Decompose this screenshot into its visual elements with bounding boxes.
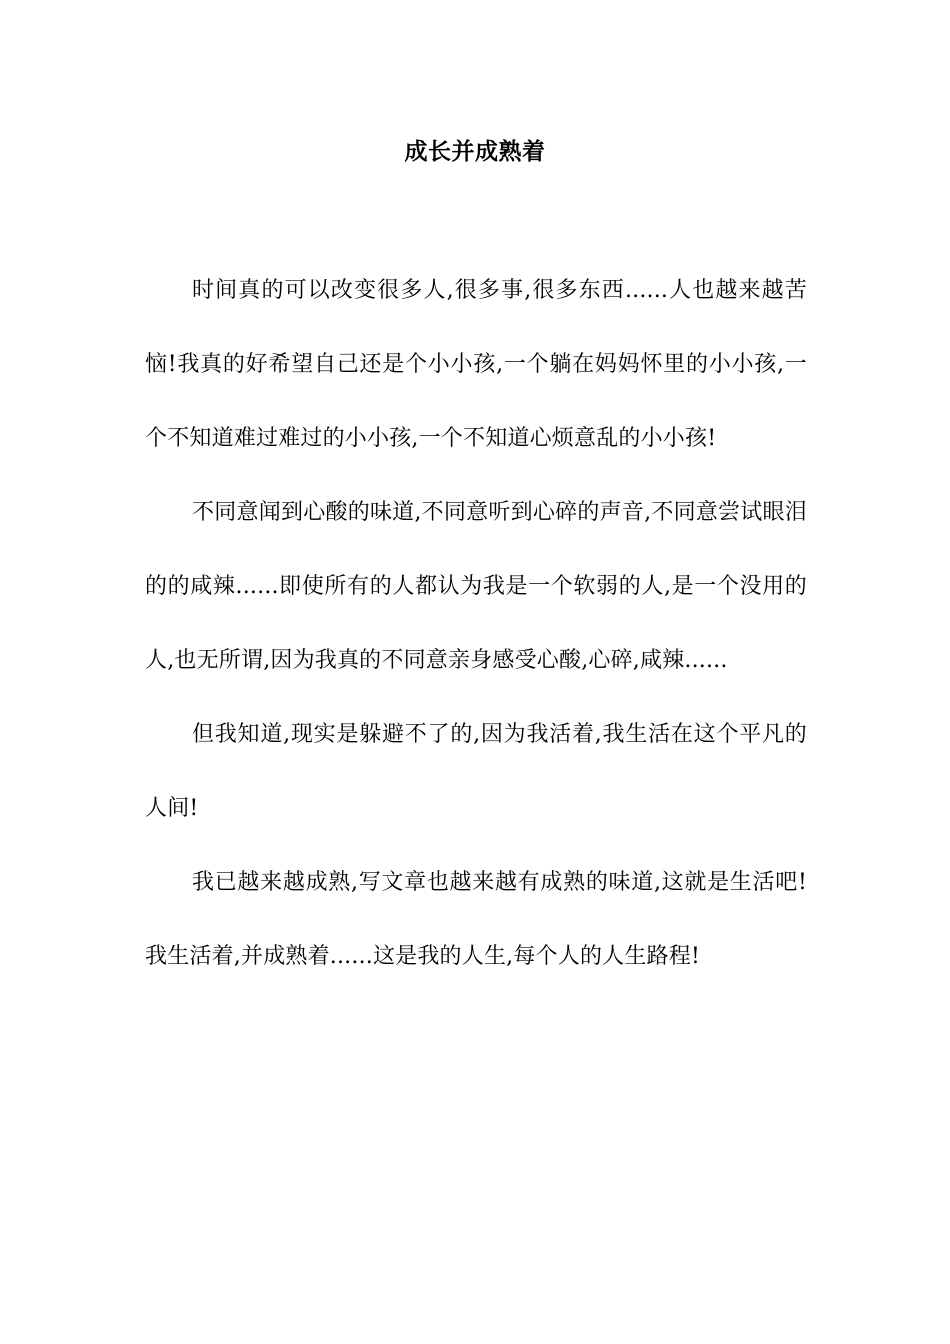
paragraph-2: 不同意闻到心酸的味道,不同意听到心碎的声音,不同意尝试眼泪的的咸辣......即使所有的人都认为我是一个软弱的人,是一个没用的人,也无所谓,因为我真的不同意亲身感受心酸,心碎,咸辣...... (145, 500, 807, 673)
paragraph-1: 时间真的可以改变很多人,很多事,很多东西......人也越来越苦恼!我真的好希望自己还是个小小孩,一个躺在妈妈怀里的小小孩,一个不知道难过难过的小小孩,一个不知道心烦意乱的小小孩! (145, 278, 807, 451)
document-title: 成长并成熟着 (404, 139, 546, 165)
paragraph-4: 我已越来越成熟,写文章也越来越有成熟的味道,这就是生活吧!我生活着,并成熟着......这是我的人生,每个人的人生路程! (145, 870, 807, 969)
document-body (145, 254, 807, 994)
paragraph-3: 但我知道,现实是躲避不了的,因为我活着,我生活在这个平凡的人间! (145, 722, 807, 821)
